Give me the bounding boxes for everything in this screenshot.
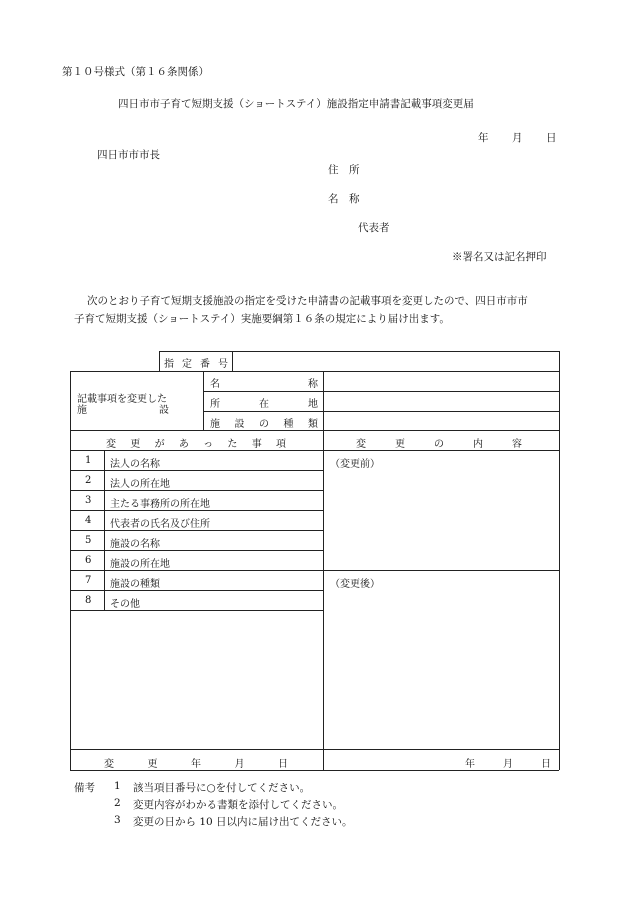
item-num[interactable]: 6 [85,555,92,566]
item-label: その他 [110,599,140,610]
signature-note: ※署名又は記名押印 [452,251,547,263]
facility-name-field[interactable] [324,372,558,390]
header-changed-items: 変 更 が あ っ た 事 項 [106,439,286,450]
item-label: 法人の名称 [110,459,160,470]
form-number: 第１０号様式（第１６条関係） [62,66,209,78]
item-label: 法人の所在地 [110,479,170,490]
remark-num: 1 [114,780,121,792]
item-num[interactable]: 4 [85,515,92,526]
facility-address-field[interactable] [324,392,558,410]
header-change-content: 変 更 の 内 容 [356,439,522,450]
applicant-address-label: 住 所 [328,164,360,176]
facility-type-field[interactable] [324,412,558,429]
item-num[interactable]: 1 [85,455,92,466]
item-label: 施設の所在地 [110,559,170,570]
item-label: 主たる事務所の所在地 [110,499,210,510]
recipient: 四日市市市長 [97,149,160,161]
change-date-field[interactable]: 年 月 日 [465,759,551,770]
item-num[interactable]: 7 [85,575,92,586]
date-day: 日 [546,132,557,144]
facility-label-line2: 施 設 [77,405,169,416]
remark-text: 変更内容がわかる書類を添付してください。 [133,799,343,811]
applicant-name-label: 名 称 [328,193,360,205]
document-title: 四日市市子育て短期支援（ショートステイ）施設指定申請書記載事項変更届 [118,98,474,110]
item-label: 施設の種類 [110,579,160,590]
body-line-1: 次のとおり子育て短期支援施設の指定を受けた申請書の記載事項を変更したので、四日市市市 [87,295,528,307]
facility-name-label: 名 称 [210,379,318,390]
remark-text: 該当項目番号に○を付してください。 [133,782,311,794]
applicant-rep-label: 代表者 [358,222,390,234]
remark-num: 3 [114,814,121,826]
facility-type-label: 施 設 の 種 類 [210,419,318,430]
item-num[interactable]: 3 [85,495,92,506]
item-label: 代表者の氏名及び住所 [110,519,210,530]
change-date-label: 変 更 年 月 日 [104,759,288,770]
facility-address-label: 所 在 地 [210,399,318,410]
remarks-label: 備考 [74,782,95,794]
facility-label-line1: 記載事項を変更した [77,394,167,405]
designation-number-field[interactable] [233,352,558,370]
before-change-field[interactable] [324,468,558,568]
date-year: 年 [478,132,489,144]
body-line-2: 子育て短期支援（ショートステイ）実施要綱第１６条の規定により届け出ます。 [74,313,450,325]
remark-text: 変更の日から 10 日以内に届け出てください。 [133,816,353,828]
item-label: 施設の名称 [110,539,160,550]
after-change-field[interactable] [324,588,558,748]
date-month: 月 [512,132,523,144]
after-change-label: （変更後） [330,579,380,590]
before-change-label: （変更前） [330,459,380,470]
item-num[interactable]: 8 [85,595,92,606]
item-num[interactable]: 2 [85,475,92,486]
designation-number-label: 指 定 番 号 [164,359,228,370]
item-num[interactable]: 5 [85,535,92,546]
remark-num: 2 [114,797,121,809]
